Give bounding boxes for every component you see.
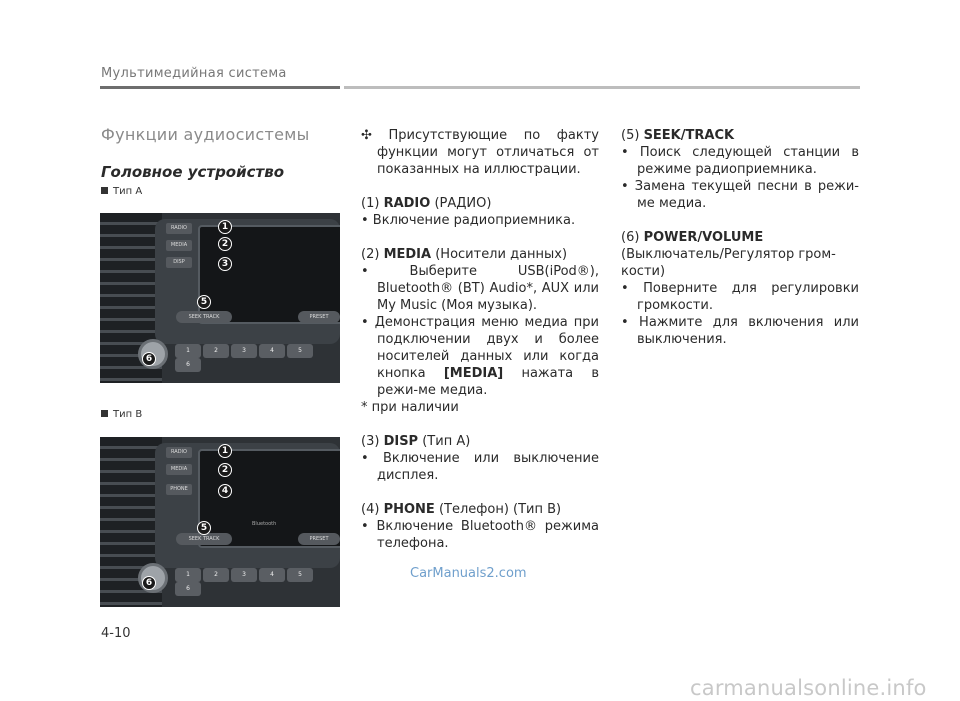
item-desc: (Выключатель/Регулятор гром-кости) (621, 247, 836, 279)
bullet: • Замена текущей песни в режи-ме медиа. (621, 179, 859, 211)
callout-5: 5 (197, 521, 211, 535)
item-media-heading (361, 246, 599, 263)
bullet: • Включение или выключение дисплея. (361, 451, 599, 483)
bullet (361, 314, 599, 399)
preset-key: 6 (175, 582, 201, 596)
bluetooth-brand: Bluetooth (252, 521, 277, 527)
callout-1: 1 (218, 220, 232, 234)
item-number: (6) (621, 230, 640, 245)
item-desc: (РАДИО) (434, 196, 492, 211)
item-seek-heading (621, 127, 859, 144)
callout-2: 2 (218, 237, 232, 251)
figure-a-label (101, 186, 142, 197)
seek-track-button: SEEK TRACK (176, 533, 232, 545)
header-title: Мультимедийная система (101, 66, 287, 81)
item-number: (2) (361, 247, 380, 262)
figure-b-label (101, 409, 142, 420)
text-column-1 (361, 127, 599, 552)
preset-key: 1 (175, 568, 201, 582)
item-desc: (Телефон) (Тип В) (438, 502, 562, 517)
item-number: (4) (361, 502, 380, 517)
section-title: Функции аудиосистемы (101, 125, 310, 144)
header-rule-light (344, 86, 860, 89)
item-desc: (Тип А) (422, 434, 471, 449)
item-key: POWER/VOLUME (643, 230, 764, 245)
callout-1: 1 (218, 444, 232, 458)
preset-key: 1 (175, 344, 201, 358)
preset-key: 3 (231, 344, 257, 358)
item-desc: (Носители данных) (435, 247, 568, 262)
square-bullet-icon (101, 410, 108, 417)
preset-key: 5 (287, 568, 313, 582)
preset-key: 3 (231, 568, 257, 582)
figure-a-photo (100, 213, 340, 383)
disp-button: DISP (166, 257, 192, 268)
item-number: (3) (361, 434, 380, 449)
preset-key: 2 (203, 568, 229, 582)
bullet-text: нажата в режи-ме медиа. (377, 366, 600, 398)
figure-b-photo (100, 437, 340, 607)
callout-6: 6 (142, 352, 156, 366)
item-number: (1) (361, 196, 380, 211)
watermark-site: carmanualsonline.info (690, 676, 927, 700)
preset-key: 5 (287, 344, 313, 358)
bullet: • Поверните для регулировки громкости. (621, 281, 859, 313)
header-rule-dark (100, 86, 340, 89)
figure-b-label-text: Тип В (113, 409, 143, 420)
subsection-title: Головное устройство (101, 163, 285, 181)
callout-4: 4 (218, 484, 232, 498)
bullet: • Нажмите для включения или выключения. (621, 315, 859, 347)
preset-button: PRESET (298, 533, 340, 545)
preset-row (175, 568, 340, 592)
item-radio-heading (361, 195, 599, 212)
preset-key: 6 (175, 358, 201, 372)
footnote: * при наличии (361, 400, 459, 415)
preset-key: 2 (203, 344, 229, 358)
item-key: SEEK/TRACK (643, 128, 735, 143)
bullet: • Выберите USB(iPod®), Bluetooth® (BT) Audio*, AUX или My Music (Моя музыка). (361, 264, 599, 313)
bullet-text: • Демонстрация меню медиа при подключении двух и более носителей данных или когда кнопка (361, 315, 599, 381)
item-number: (5) (621, 128, 640, 143)
callout-6: 6 (142, 576, 156, 590)
bullet: • Поиск следующей станции в режиме радиоприемника. (621, 145, 859, 177)
callout-2: 2 (218, 463, 232, 477)
bullet: • Включение радиоприемника. (361, 213, 576, 228)
page-number: 4-10 (101, 626, 131, 641)
preset-key: 4 (259, 568, 285, 582)
radio-button: RADIO (166, 223, 192, 234)
figure-a-label-text: Тип А (113, 186, 143, 197)
bullet-key: [MEDIA] (443, 366, 504, 381)
radio-button: RADIO (166, 447, 192, 458)
item-power-heading (621, 229, 859, 246)
callout-3: 3 (218, 257, 232, 271)
watermark-link[interactable]: CarManuals2.com (410, 566, 527, 581)
media-button: MEDIA (166, 240, 192, 251)
preset-key: 4 (259, 344, 285, 358)
seek-track-button: SEEK TRACK (176, 311, 232, 323)
callout-5: 5 (197, 295, 211, 309)
item-key: PHONE (383, 502, 435, 517)
preset-button: PRESET (298, 311, 340, 323)
item-key: DISP (383, 434, 419, 449)
item-phone-heading (361, 501, 599, 518)
item-key: MEDIA (383, 247, 432, 262)
item-key: RADIO (383, 196, 431, 211)
square-bullet-icon (101, 187, 108, 194)
preset-row (175, 344, 340, 368)
illustration-note: ✣ Присутствующие по факту функции могут отличаться от показанных на иллюстрации. (361, 128, 599, 177)
phone-button: PHONE (166, 484, 192, 495)
text-column-2 (621, 127, 859, 348)
media-button: MEDIA (166, 464, 192, 475)
item-disp-heading (361, 433, 599, 450)
bullet: • Включение Bluetooth® режима телефона. (361, 519, 599, 551)
